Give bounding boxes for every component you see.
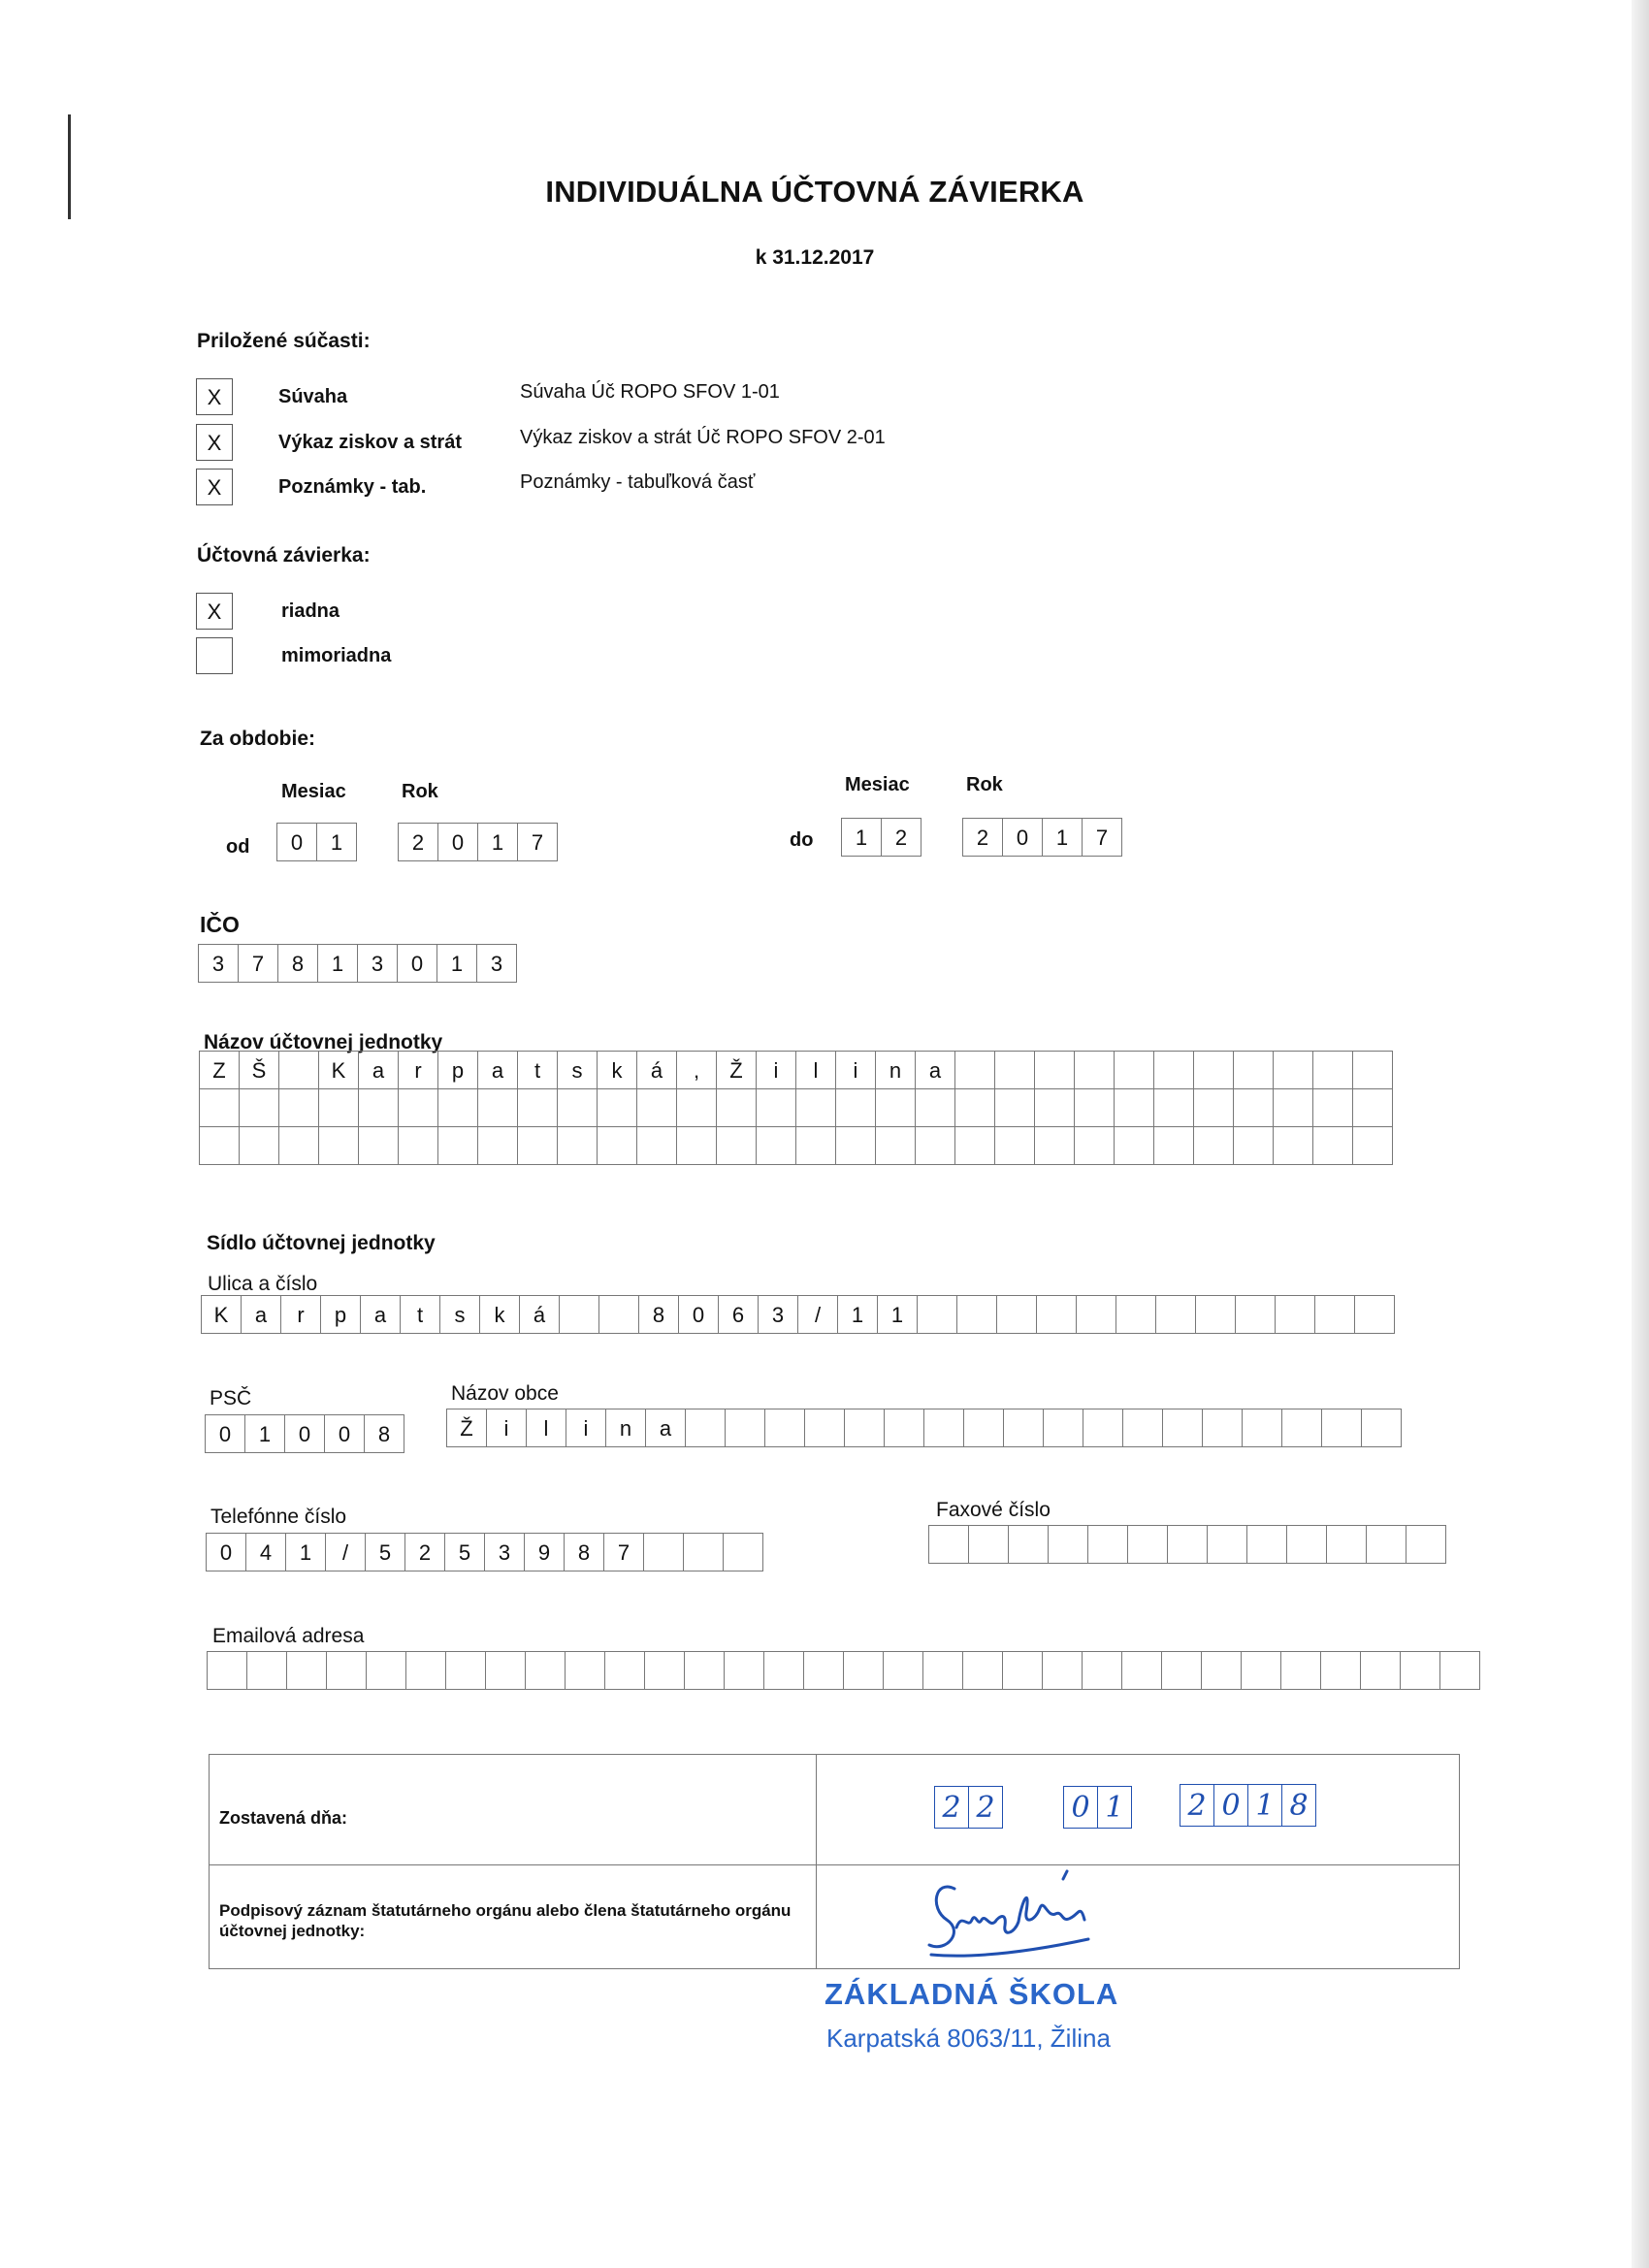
char-cell[interactable]	[1167, 1525, 1208, 1564]
signature-table	[209, 1754, 1460, 1969]
closure-option: mimoriadna	[281, 645, 392, 666]
char-cell[interactable]	[278, 1126, 319, 1165]
char-cell[interactable]	[598, 1295, 639, 1334]
char-cell[interactable]	[676, 1126, 717, 1165]
char-cell[interactable]	[604, 1651, 645, 1690]
date-day	[934, 1786, 1003, 1829]
char-cell[interactable]	[683, 1533, 724, 1571]
char-cell[interactable]	[643, 1533, 684, 1571]
char-cell[interactable]	[1153, 1051, 1194, 1089]
char-cell[interactable]	[1273, 1051, 1313, 1089]
char-cell[interactable]	[318, 1088, 359, 1127]
char-cell[interactable]: 0	[1063, 1786, 1098, 1829]
char-cell[interactable]	[1114, 1126, 1154, 1165]
unit-name-rows	[199, 1051, 1393, 1165]
char-cell[interactable]	[1273, 1088, 1313, 1127]
char-cell[interactable]	[1043, 1409, 1083, 1447]
sign-label-line: Podpisový záznam štatutárneho orgánu alebo člena štatutárneho orgánu	[219, 1901, 792, 1920]
char-cell[interactable]	[756, 1126, 796, 1165]
handwritten-signature	[918, 1869, 1160, 1962]
char-cell[interactable]	[954, 1088, 995, 1127]
char-cell[interactable]: á	[636, 1051, 677, 1089]
from-year-label: Rok	[402, 781, 438, 802]
char-cell[interactable]	[1076, 1295, 1116, 1334]
char-cell[interactable]: 4	[245, 1533, 286, 1571]
char-cell[interactable]: r	[280, 1295, 321, 1334]
char-cell[interactable]	[685, 1409, 726, 1447]
char-cell[interactable]	[278, 1088, 319, 1127]
char-cell[interactable]	[795, 1126, 836, 1165]
char-cell[interactable]	[1246, 1525, 1287, 1564]
char-cell[interactable]	[1241, 1651, 1281, 1690]
char-cell[interactable]: 0	[397, 944, 437, 983]
char-cell[interactable]	[477, 1126, 518, 1165]
char-cell[interactable]	[1286, 1525, 1327, 1564]
char-cell[interactable]	[1314, 1295, 1355, 1334]
char-cell[interactable]	[1352, 1126, 1393, 1165]
char-cell[interactable]	[1048, 1525, 1088, 1564]
sign-label-line: účtovnej jednotky:	[219, 1922, 366, 1940]
char-cell[interactable]	[1193, 1051, 1234, 1089]
email-grid	[207, 1651, 1480, 1690]
char-cell[interactable]: a	[241, 1295, 281, 1334]
char-cell[interactable]	[445, 1651, 486, 1690]
char-cell[interactable]: i	[566, 1409, 606, 1447]
char-cell[interactable]	[517, 1126, 558, 1165]
char-cell[interactable]	[1352, 1088, 1393, 1127]
char-cell[interactable]: 7	[517, 823, 558, 861]
char-cell[interactable]: 3	[758, 1295, 798, 1334]
char-cell[interactable]	[1280, 1651, 1321, 1690]
char-cell[interactable]	[883, 1651, 923, 1690]
char-cell[interactable]	[1155, 1295, 1196, 1334]
char-cell[interactable]	[843, 1651, 884, 1690]
char-cell[interactable]	[597, 1088, 637, 1127]
closure-label: Účtovná závierka:	[197, 544, 371, 567]
char-cell[interactable]: i	[756, 1051, 796, 1089]
char-cell[interactable]: 1	[317, 944, 358, 983]
char-cell[interactable]	[1074, 1051, 1115, 1089]
char-cell[interactable]	[1162, 1409, 1203, 1447]
char-cell[interactable]	[318, 1126, 359, 1165]
char-cell[interactable]: 0	[437, 823, 478, 861]
char-cell[interactable]: 2	[404, 1533, 445, 1571]
date-month	[1063, 1786, 1132, 1829]
char-cell[interactable]: 1	[877, 1295, 918, 1334]
char-cell[interactable]	[1002, 1651, 1043, 1690]
char-cell[interactable]	[246, 1651, 287, 1690]
char-cell[interactable]	[875, 1126, 916, 1165]
char-cell[interactable]: K	[318, 1051, 359, 1089]
char-cell[interactable]	[199, 1126, 240, 1165]
char-cell[interactable]	[1242, 1409, 1282, 1447]
char-cell[interactable]	[1034, 1088, 1075, 1127]
char-cell[interactable]: a	[358, 1051, 399, 1089]
char-cell[interactable]	[1008, 1525, 1049, 1564]
ico-grid	[198, 944, 517, 983]
to-label: do	[790, 829, 814, 851]
stamp-school: ZÁKLADNÁ ŠKOLA	[824, 1977, 1119, 2011]
char-cell[interactable]	[557, 1088, 598, 1127]
char-cell[interactable]: a	[645, 1409, 686, 1447]
char-cell[interactable]	[517, 1088, 558, 1127]
char-cell[interactable]: r	[398, 1051, 438, 1089]
char-cell[interactable]: 2	[398, 823, 438, 861]
char-cell[interactable]	[1202, 1409, 1243, 1447]
char-cell[interactable]	[1034, 1126, 1075, 1165]
document-date: k 31.12.2017	[755, 246, 875, 269]
char-cell[interactable]: t	[517, 1051, 558, 1089]
char-cell[interactable]	[1321, 1409, 1362, 1447]
char-cell[interactable]	[835, 1126, 876, 1165]
char-cell[interactable]	[1034, 1051, 1075, 1089]
char-cell[interactable]	[1003, 1409, 1044, 1447]
char-cell[interactable]: 2	[962, 818, 1003, 857]
char-cell[interactable]	[994, 1051, 1035, 1089]
char-cell[interactable]: 2	[968, 1786, 1003, 1829]
char-cell[interactable]	[1312, 1088, 1353, 1127]
char-cell[interactable]	[1361, 1409, 1402, 1447]
char-cell[interactable]	[1273, 1126, 1313, 1165]
char-cell[interactable]: 1	[316, 823, 357, 861]
char-cell[interactable]: l	[795, 1051, 836, 1089]
char-cell[interactable]	[922, 1651, 963, 1690]
char-cell[interactable]	[875, 1088, 916, 1127]
phone-label: Telefónne číslo	[210, 1506, 347, 1528]
char-cell[interactable]: 8	[277, 944, 318, 983]
char-cell[interactable]	[795, 1088, 836, 1127]
from-month-label: Mesiac	[281, 781, 346, 802]
char-cell[interactable]: 1	[837, 1295, 878, 1334]
char-cell[interactable]	[756, 1088, 796, 1127]
char-cell[interactable]	[1161, 1651, 1202, 1690]
char-cell[interactable]	[954, 1051, 995, 1089]
char-cell[interactable]: 1	[841, 818, 882, 857]
attachment-description: Výkaz ziskov a strát Úč ROPO SFOV 2-01	[520, 427, 886, 448]
char-cell[interactable]	[923, 1409, 964, 1447]
char-cell[interactable]: n	[605, 1409, 646, 1447]
char-cell[interactable]: 7	[238, 944, 278, 983]
char-cell[interactable]	[437, 1088, 478, 1127]
char-cell[interactable]: Š	[239, 1051, 279, 1089]
to-year-grid	[962, 818, 1122, 857]
char-cell[interactable]: 0	[284, 1414, 325, 1453]
char-cell[interactable]	[1275, 1295, 1315, 1334]
char-cell[interactable]: t	[400, 1295, 440, 1334]
char-cell[interactable]	[358, 1126, 399, 1165]
char-cell[interactable]: p	[320, 1295, 361, 1334]
char-cell[interactable]: 2	[1180, 1784, 1214, 1827]
char-cell[interactable]: 0	[1213, 1784, 1248, 1827]
char-cell[interactable]	[684, 1651, 725, 1690]
char-cell[interactable]	[1083, 1409, 1123, 1447]
char-cell[interactable]	[968, 1525, 1009, 1564]
char-cell[interactable]: a	[360, 1295, 401, 1334]
char-cell[interactable]	[398, 1088, 438, 1127]
char-cell[interactable]: 6	[718, 1295, 759, 1334]
char-cell[interactable]: p	[437, 1051, 478, 1089]
char-cell[interactable]	[199, 1088, 240, 1127]
unit-name-row	[199, 1051, 1393, 1089]
char-cell[interactable]	[636, 1088, 677, 1127]
char-cell[interactable]	[676, 1088, 717, 1127]
psc-grid	[205, 1414, 404, 1453]
attachment-name: Poznámky - tab.	[278, 476, 427, 498]
char-cell[interactable]	[1235, 1295, 1276, 1334]
char-cell[interactable]: /	[325, 1533, 366, 1571]
char-cell[interactable]	[326, 1651, 367, 1690]
psc-label: PSČ	[210, 1387, 252, 1409]
city-label: Názov obce	[451, 1382, 559, 1405]
to-year-label: Rok	[966, 774, 1003, 795]
char-cell[interactable]	[559, 1295, 599, 1334]
char-cell[interactable]	[207, 1651, 247, 1690]
char-cell[interactable]: Ž	[446, 1409, 487, 1447]
char-cell[interactable]	[239, 1088, 279, 1127]
char-cell[interactable]	[477, 1088, 518, 1127]
char-cell[interactable]	[716, 1126, 757, 1165]
char-cell[interactable]: ,	[676, 1051, 717, 1089]
char-cell[interactable]	[1074, 1126, 1115, 1165]
char-cell[interactable]	[1121, 1651, 1162, 1690]
char-cell[interactable]	[1087, 1525, 1128, 1564]
char-cell[interactable]	[1114, 1051, 1154, 1089]
char-cell[interactable]	[1082, 1651, 1122, 1690]
document-title: INDIVIDUÁLNA ÚČTOVNÁ ZÁVIERKA	[545, 175, 1084, 209]
char-cell[interactable]: n	[875, 1051, 916, 1089]
char-cell[interactable]	[994, 1088, 1035, 1127]
sign-label	[219, 1900, 791, 1941]
char-cell[interactable]	[917, 1295, 957, 1334]
street-label: Ulica a číslo	[208, 1273, 318, 1295]
char-cell[interactable]	[1320, 1651, 1361, 1690]
char-cell[interactable]	[1233, 1051, 1274, 1089]
attachment-checkbox[interactable]: X	[196, 424, 233, 461]
char-cell[interactable]: 8	[1281, 1784, 1316, 1827]
table-divider	[816, 1755, 817, 1968]
char-cell[interactable]	[915, 1088, 955, 1127]
char-cell[interactable]	[597, 1126, 637, 1165]
char-cell[interactable]: s	[439, 1295, 480, 1334]
char-cell[interactable]: 5	[365, 1533, 405, 1571]
char-cell[interactable]: 0	[1002, 818, 1043, 857]
char-cell[interactable]: Ž	[716, 1051, 757, 1089]
attachment-checkbox[interactable]: X	[196, 469, 233, 505]
attachment-description: Poznámky - tabuľková časť	[520, 471, 756, 493]
char-cell[interactable]	[636, 1126, 677, 1165]
char-cell[interactable]	[525, 1651, 566, 1690]
char-cell[interactable]: 8	[638, 1295, 679, 1334]
char-cell[interactable]	[804, 1409, 845, 1447]
unit-name-row	[199, 1088, 1393, 1127]
char-cell[interactable]	[956, 1295, 997, 1334]
scan-edge	[1632, 0, 1649, 2268]
char-cell[interactable]	[1233, 1126, 1274, 1165]
char-cell[interactable]: s	[557, 1051, 598, 1089]
char-cell[interactable]	[557, 1126, 598, 1165]
char-cell[interactable]	[996, 1295, 1037, 1334]
to-month-grid	[841, 818, 922, 857]
attachment-name: Výkaz ziskov a strát	[278, 432, 462, 453]
char-cell[interactable]: 2	[934, 1786, 969, 1829]
char-cell[interactable]: 8	[364, 1414, 404, 1453]
stamp-address: Karpatská 8063/11, Žilina	[826, 2024, 1111, 2053]
char-cell[interactable]	[239, 1126, 279, 1165]
char-cell[interactable]: 7	[1082, 818, 1122, 857]
char-cell[interactable]	[963, 1409, 1004, 1447]
from-year-grid	[398, 823, 558, 861]
char-cell[interactable]	[1233, 1088, 1274, 1127]
seat-label: Sídlo účtovnej jednotky	[207, 1232, 436, 1254]
phone-grid	[206, 1533, 763, 1571]
char-cell[interactable]: 8	[564, 1533, 604, 1571]
char-cell[interactable]: Z	[199, 1051, 240, 1089]
from-month-grid	[276, 823, 357, 861]
char-cell[interactable]	[1074, 1088, 1115, 1127]
char-cell[interactable]	[1312, 1051, 1353, 1089]
date-year	[1180, 1784, 1316, 1827]
char-cell[interactable]	[1122, 1409, 1163, 1447]
char-cell[interactable]: 3	[476, 944, 517, 983]
char-cell[interactable]	[1116, 1295, 1156, 1334]
char-cell[interactable]: á	[519, 1295, 560, 1334]
char-cell[interactable]	[803, 1651, 844, 1690]
char-cell[interactable]	[1406, 1525, 1446, 1564]
char-cell[interactable]	[962, 1651, 1003, 1690]
fax-label: Faxové číslo	[936, 1499, 1051, 1521]
attachment-checkbox[interactable]: X	[196, 378, 233, 415]
char-cell[interactable]	[844, 1409, 885, 1447]
char-cell[interactable]: 7	[603, 1533, 644, 1571]
fax-grid	[928, 1525, 1446, 1564]
char-cell[interactable]: 0	[324, 1414, 365, 1453]
char-cell[interactable]	[1439, 1651, 1480, 1690]
char-cell[interactable]: 0	[205, 1414, 245, 1453]
char-cell[interactable]: 1	[477, 823, 518, 861]
char-cell[interactable]	[725, 1409, 765, 1447]
street-grid	[201, 1295, 1395, 1334]
char-cell[interactable]: 1	[1042, 818, 1083, 857]
char-cell[interactable]	[1207, 1525, 1247, 1564]
char-cell[interactable]: K	[201, 1295, 242, 1334]
char-cell[interactable]	[565, 1651, 605, 1690]
char-cell[interactable]	[835, 1088, 876, 1127]
char-cell[interactable]	[723, 1533, 763, 1571]
char-cell[interactable]	[1400, 1651, 1440, 1690]
char-cell[interactable]: 1	[1097, 1786, 1132, 1829]
ico-label: IČO	[200, 912, 240, 937]
char-cell[interactable]	[1354, 1295, 1395, 1334]
char-cell[interactable]	[405, 1651, 446, 1690]
closure-checkbox[interactable]: X	[196, 593, 233, 630]
table-divider	[210, 1864, 1459, 1865]
char-cell[interactable]: a	[477, 1051, 518, 1089]
unit-name-label: Názov účtovnej jednotky	[204, 1031, 443, 1053]
char-cell[interactable]: i	[486, 1409, 527, 1447]
char-cell[interactable]	[1312, 1126, 1353, 1165]
attachment-description: Súvaha Úč ROPO SFOV 1-01	[520, 381, 780, 403]
char-cell[interactable]	[764, 1409, 805, 1447]
char-cell[interactable]	[1366, 1525, 1406, 1564]
char-cell[interactable]	[1281, 1409, 1322, 1447]
char-cell[interactable]	[928, 1525, 969, 1564]
char-cell[interactable]	[358, 1088, 399, 1127]
char-cell[interactable]: 3	[198, 944, 239, 983]
char-cell[interactable]: a	[915, 1051, 955, 1089]
char-cell[interactable]	[915, 1126, 955, 1165]
char-cell[interactable]: 2	[881, 818, 922, 857]
char-cell[interactable]	[884, 1409, 924, 1447]
char-cell[interactable]: 1	[285, 1533, 326, 1571]
char-cell[interactable]	[1326, 1525, 1367, 1564]
char-cell[interactable]: /	[797, 1295, 838, 1334]
attachments-label: Priložené súčasti:	[197, 330, 371, 352]
period-label: Za obdobie:	[200, 728, 315, 750]
char-cell[interactable]	[437, 1126, 478, 1165]
char-cell[interactable]: 9	[524, 1533, 565, 1571]
char-cell[interactable]: 0	[678, 1295, 719, 1334]
city-grid	[446, 1409, 1402, 1447]
closure-checkbox[interactable]	[196, 637, 233, 674]
char-cell[interactable]	[994, 1126, 1035, 1165]
char-cell[interactable]: 1	[244, 1414, 285, 1453]
char-cell[interactable]	[1360, 1651, 1401, 1690]
char-cell[interactable]	[1195, 1295, 1236, 1334]
char-cell[interactable]	[724, 1651, 764, 1690]
unit-name-row	[199, 1126, 1393, 1165]
char-cell[interactable]: 1	[436, 944, 477, 983]
char-cell[interactable]: i	[835, 1051, 876, 1089]
email-label: Emailová adresa	[212, 1625, 365, 1647]
char-cell[interactable]: 1	[1247, 1784, 1282, 1827]
char-cell[interactable]	[1153, 1126, 1194, 1165]
char-cell[interactable]: 0	[206, 1533, 246, 1571]
date-label: Zostavená dňa:	[219, 1808, 348, 1828]
char-cell[interactable]	[644, 1651, 685, 1690]
char-cell[interactable]: 0	[276, 823, 317, 861]
char-cell[interactable]: 5	[444, 1533, 485, 1571]
char-cell[interactable]	[1352, 1051, 1393, 1089]
char-cell[interactable]	[763, 1651, 804, 1690]
char-cell[interactable]: k	[479, 1295, 520, 1334]
char-cell[interactable]	[1042, 1651, 1083, 1690]
char-cell[interactable]	[716, 1088, 757, 1127]
char-cell[interactable]	[398, 1126, 438, 1165]
char-cell[interactable]	[485, 1651, 526, 1690]
char-cell[interactable]: 3	[357, 944, 398, 983]
char-cell[interactable]: l	[526, 1409, 566, 1447]
char-cell[interactable]	[1114, 1088, 1154, 1127]
from-label: od	[226, 836, 250, 858]
char-cell[interactable]	[954, 1126, 995, 1165]
char-cell[interactable]	[1201, 1651, 1242, 1690]
char-cell[interactable]	[1036, 1295, 1077, 1334]
to-month-label: Mesiac	[845, 774, 910, 795]
char-cell[interactable]	[366, 1651, 406, 1690]
char-cell[interactable]: k	[597, 1051, 637, 1089]
char-cell[interactable]	[278, 1051, 319, 1089]
char-cell[interactable]	[1153, 1088, 1194, 1127]
char-cell[interactable]	[1127, 1525, 1168, 1564]
char-cell[interactable]	[286, 1651, 327, 1690]
char-cell[interactable]: 3	[484, 1533, 525, 1571]
char-cell[interactable]	[1193, 1126, 1234, 1165]
char-cell[interactable]	[1193, 1088, 1234, 1127]
attachment-name: Súvaha	[278, 386, 348, 407]
closure-option: riadna	[281, 600, 340, 622]
